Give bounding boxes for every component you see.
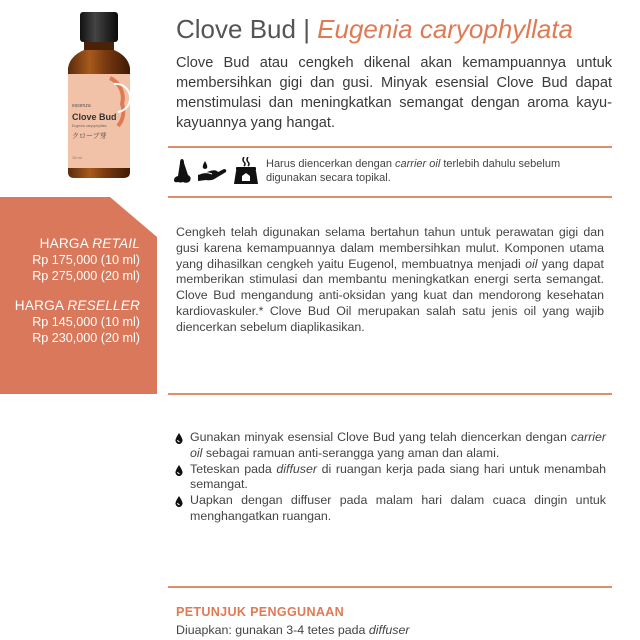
nose-icon <box>174 159 191 183</box>
bottle-brand: essenza <box>72 103 91 109</box>
diffuser-icon <box>234 157 258 184</box>
bottle-label-volume: 10 ml <box>72 155 82 160</box>
retail-price-10ml: Rp 175,000 (10 ml) <box>32 253 140 267</box>
bottle-label-name: Clove Bud <box>72 112 117 122</box>
bottle-label-sub: Eugenia caryophyllata <box>72 124 107 128</box>
drop-bullet-icon <box>175 433 183 444</box>
divider-top <box>168 146 612 148</box>
usage-text: Diuapkan: gunakan 3-4 tetes pada diffuser <box>176 623 410 637</box>
warning-icons <box>172 157 262 185</box>
drop-bullet-icon <box>175 465 183 476</box>
title-separator: | <box>295 14 318 44</box>
page-title <box>176 14 636 44</box>
list-item: Gunakan minyak esensial Clove Bud yang telah diencerkan dengan carrier oil sebagai ramuan anti-serangga yang aman dan alami. <box>174 430 606 462</box>
list-item: Uapkan dengan diffuser pada malam hari dalam cuaca dingin untuk menghangatkan ruangan. <box>174 493 606 525</box>
divider-middle <box>168 196 612 198</box>
intro-paragraph: Clove Bud atau cengkeh dikenal akan kemampuannya untuk membersihkan gigi dan gusi. Minyak esensial Clove Bud dapat menstimulasi dan meningkatkan semangat dengan aroma kayu-kayuannya yang hangat. <box>176 55 612 131</box>
hand-drop-icon <box>198 161 226 181</box>
retail-price-heading: HARGA RETAIL <box>39 236 140 251</box>
product-name: Clove Bud <box>176 14 296 44</box>
usage-heading: PETUNJUK PENGGUNAAN <box>176 605 345 619</box>
reseller-price-20ml: Rp 230,000 (20 ml) <box>32 331 140 345</box>
reseller-price-heading: HARGA RESELLER <box>14 298 140 313</box>
product-latin-name: Eugenia caryophyllata <box>317 14 574 44</box>
uses-list <box>174 430 606 525</box>
product-bottle-image <box>62 12 136 178</box>
divider-bottom <box>168 586 612 588</box>
description-paragraph: Cengkeh telah digunakan selama bertahun tahun untuk perawatan gigi dan gusi karena kemampuannya dalam membersihkan mulut. Komponen utama yang dihasilkan cengkeh yaitu Eugenol, membuatnya menjadi oil yang dapat memberikan stimulasi dan membantu meningkatkan energi serta semangat. Clove Bud mengandung anti-oksidan yang kuat dan mendorong kesehatan kardiovaskuler.* Clove Bud Oil merupakan salah satu jenis oil yang wajib diencerkan sebelum diaplikasikan. <box>176 225 604 334</box>
drop-bullet-icon <box>175 496 183 507</box>
divider-lower <box>168 393 612 395</box>
retail-price-20ml: Rp 275,000 (20 ml) <box>32 269 140 283</box>
reseller-price-10ml: Rp 145,000 (10 ml) <box>32 315 140 329</box>
bottle-label-japanese: クローブ芽 <box>72 133 107 140</box>
warning-text: Harus diencerkan dengan carrier oil terlebih dahulu sebelum digunakan secara topikal. <box>266 158 561 184</box>
list-item: Teteskan pada diffuser di ruangan kerja pada siang hari untuk menambah semangat. <box>174 462 606 494</box>
price-list <box>0 236 140 346</box>
